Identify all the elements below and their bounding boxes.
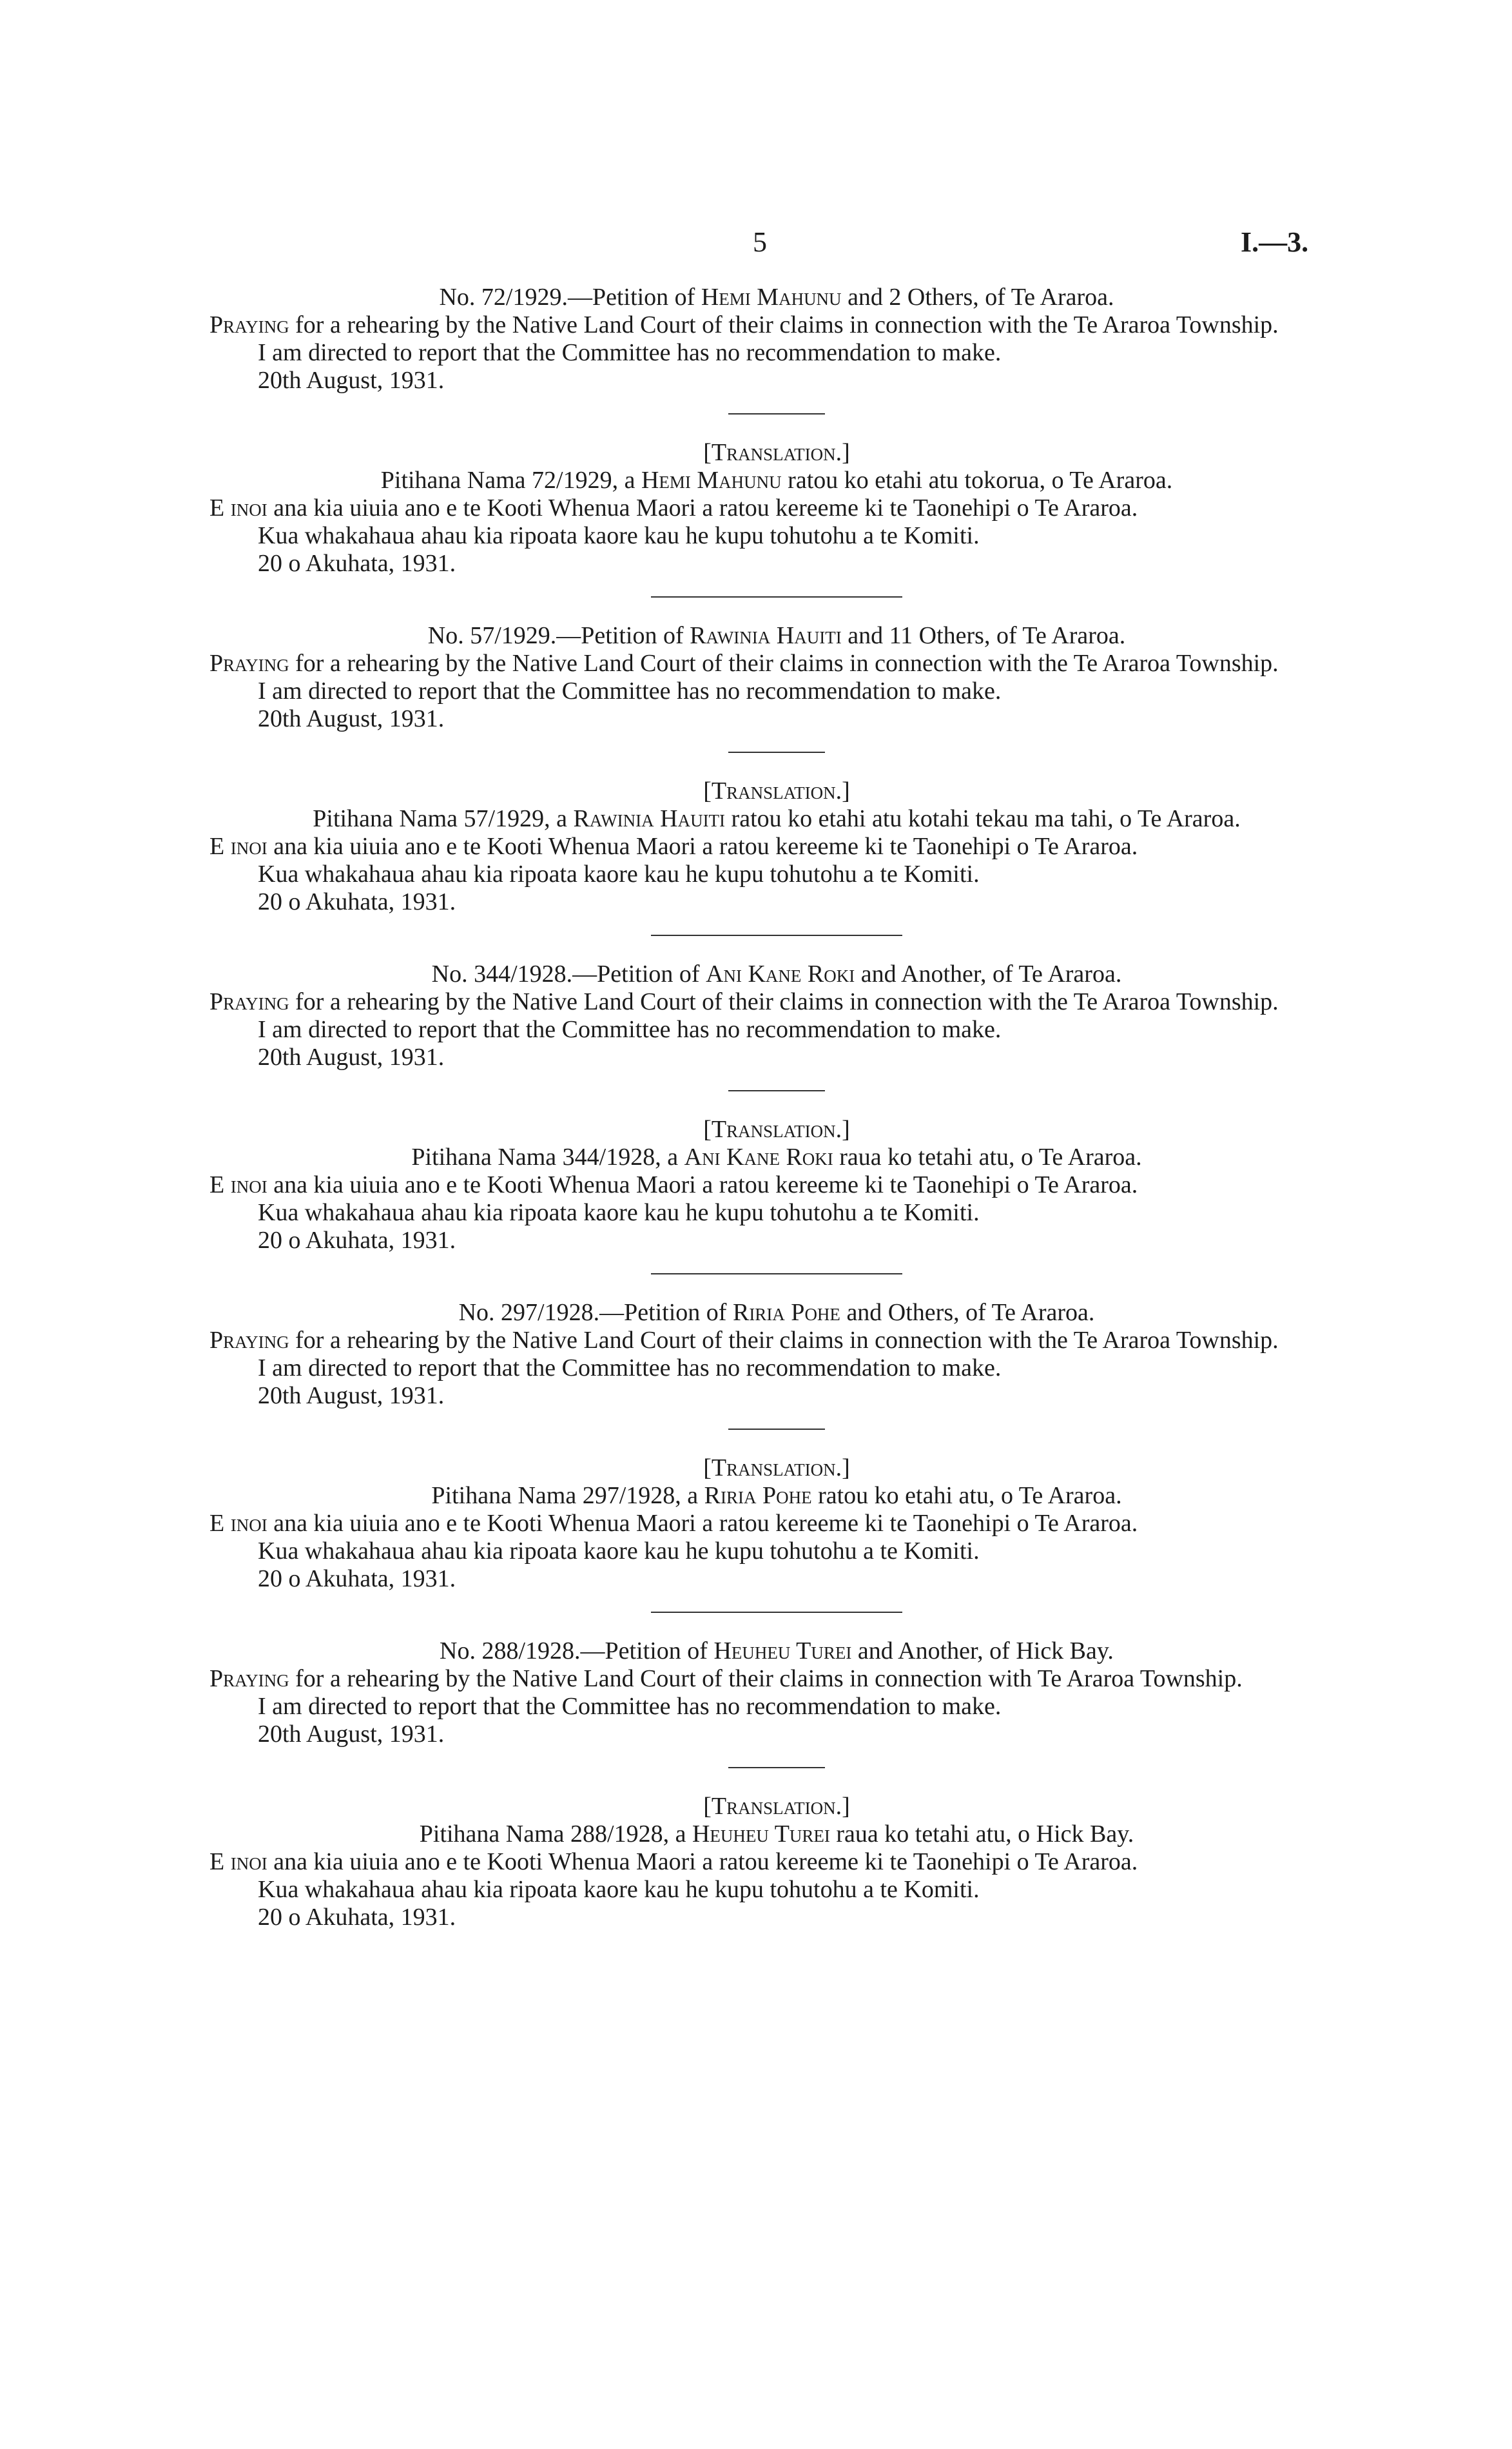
- report-date: 20th August, 1931.: [258, 367, 445, 394]
- translation-label: [Translation.]: [703, 1116, 850, 1143]
- report-date: 20th August, 1931.: [258, 1044, 445, 1071]
- petitioner-name: Heuheu Turei: [713, 1637, 852, 1664]
- e-inoi-paragraph: E inoi ana kia uiuia ano e te Kooti Whenua Maori a ratou kereeme ki te Taonehipi o Te Araroa.: [209, 494, 1138, 522]
- report-date: 20th August, 1931.: [258, 1382, 445, 1409]
- praying-paragraph: Praying for a rehearing by the Native Land Court of their claims in connection with the Te Araroa Township.: [209, 650, 1279, 677]
- report-line: I am directed to report that the Committee has no recommendation to make.: [258, 339, 1002, 366]
- petitioner-name: Riria Pohe: [732, 1299, 840, 1326]
- translation-petitioner-name: Riria Pohe: [704, 1482, 812, 1509]
- translation-title: Pitihana Nama 297/1928, a Riria Pohe ratou ko etahi atu, o Te Araroa.: [431, 1482, 1122, 1509]
- praying-paragraph: Praying for a rehearing by the Native Land Court of their claims in connection with the Te Araroa Township.: [209, 311, 1279, 338]
- petition-number: No. 344/1928.: [431, 961, 573, 988]
- translation-petitioner-name: Hemi Mahunu: [641, 467, 782, 494]
- translation-petitioner-name: Ani Kane Roki: [684, 1144, 833, 1171]
- praying-paragraph: Praying for a rehearing by the Native Land Court of their claims in connection with the Te Araroa Township.: [209, 988, 1279, 1015]
- translation-date: 20 o Akuhata, 1931.: [258, 1227, 456, 1254]
- translation-date: 20 o Akuhata, 1931.: [258, 550, 456, 577]
- petition-title: No. 72/1929.—Petition of Hemi Mahunu and 2 Others, of Te Araroa.: [439, 284, 1114, 311]
- petition-entry: [209, 1299, 1344, 1613]
- petition-title: No. 57/1929.—Petition of Rawinia Hauiti and 11 Others, of Te Araroa.: [427, 622, 1126, 649]
- divider-long: [651, 935, 902, 936]
- petition-entry: [209, 1637, 1344, 1931]
- kua-line: Kua whakahaua ahau kia ripoata kaore kau he kupu tohutohu a te Komiti.: [258, 861, 980, 888]
- divider-short: [728, 413, 825, 415]
- petitioner-name: Hemi Mahunu: [701, 284, 842, 311]
- report-line: I am directed to report that the Committee has no recommendation to make.: [258, 1016, 1002, 1043]
- petition-number: No. 297/1928.: [458, 1299, 600, 1326]
- report-line: I am directed to report that the Committee has no recommendation to make.: [258, 678, 1002, 705]
- divider-short: [728, 1090, 825, 1091]
- report-date: 20th August, 1931.: [258, 705, 445, 732]
- praying-paragraph: Praying for a rehearing by the Native Land Court of their claims in connection with the Te Araroa Township.: [209, 1327, 1279, 1354]
- petition-number: No. 288/1928.: [440, 1637, 581, 1664]
- translation-label: [Translation.]: [703, 1454, 850, 1481]
- divider-long: [651, 1273, 902, 1274]
- page-header: [0, 226, 1512, 264]
- translation-date: 20 o Akuhata, 1931.: [258, 1904, 456, 1931]
- report-line: I am directed to report that the Committee has no recommendation to make.: [258, 1354, 1002, 1381]
- divider-long: [651, 596, 902, 598]
- petitioner-name: Ani Kane Roki: [706, 961, 855, 988]
- kua-line: Kua whakahaua ahau kia ripoata kaore kau he kupu tohutohu a te Komiti.: [258, 1199, 980, 1226]
- petitioner-name: Rawinia Hauiti: [690, 622, 842, 649]
- petition-title: No. 297/1928.—Petition of Riria Pohe and Others, of Te Araroa.: [458, 1299, 1095, 1326]
- translation-petitioner-name: Rawinia Hauiti: [573, 805, 726, 832]
- page-number: 5: [753, 226, 767, 258]
- kua-line: Kua whakahaua ahau kia ripoata kaore kau he kupu tohutohu a te Komiti.: [258, 1876, 980, 1903]
- petition-entry: [209, 284, 1344, 598]
- praying-paragraph: Praying for a rehearing by the Native Land Court of their claims in connection with Te Araroa Township.: [209, 1665, 1243, 1692]
- document-reference: I.—3.: [1241, 226, 1309, 258]
- divider-short: [728, 1767, 825, 1768]
- petition-number: No. 72/1929.: [439, 284, 568, 311]
- translation-title: Pitihana Nama 72/1929, a Hemi Mahunu ratou ko etahi atu tokorua, o Te Araroa.: [380, 467, 1173, 494]
- divider-short: [728, 752, 825, 753]
- kua-line: Kua whakahaua ahau kia ripoata kaore kau he kupu tohutohu a te Komiti.: [258, 522, 980, 549]
- translation-title: Pitihana Nama 288/1928, a Heuheu Turei raua ko tetahi atu, o Hick Bay.: [419, 1820, 1134, 1848]
- petition-entry: [209, 622, 1344, 936]
- e-inoi-paragraph: E inoi ana kia uiuia ano e te Kooti Whenua Maori a ratou kereeme ki te Taonehipi o Te Araroa.: [209, 1510, 1138, 1537]
- translation-label: [Translation.]: [703, 1793, 850, 1820]
- kua-line: Kua whakahaua ahau kia ripoata kaore kau he kupu tohutohu a te Komiti.: [258, 1537, 980, 1565]
- e-inoi-paragraph: E inoi ana kia uiuia ano e te Kooti Whenua Maori a ratou kereeme ki te Taonehipi o Te Araroa.: [209, 833, 1138, 860]
- e-inoi-paragraph: E inoi ana kia uiuia ano e te Kooti Whenua Maori a ratou kereeme ki te Taonehipi o Te Araroa.: [209, 1848, 1138, 1875]
- translation-title: Pitihana Nama 344/1928, a Ani Kane Roki raua ko tetahi atu, o Te Araroa.: [411, 1144, 1142, 1171]
- petition-title: No. 344/1928.—Petition of Ani Kane Roki and Another, of Te Araroa.: [431, 961, 1122, 988]
- translation-label: [Translation.]: [703, 439, 850, 466]
- report-line: I am directed to report that the Committee has no recommendation to make.: [258, 1693, 1002, 1720]
- translation-title: Pitihana Nama 57/1929, a Rawinia Hauiti ratou ko etahi atu kotahi tekau ma tahi, o Te Araroa.: [313, 805, 1241, 832]
- e-inoi-paragraph: E inoi ana kia uiuia ano e te Kooti Whenua Maori a ratou kereeme ki te Taonehipi o Te Araroa.: [209, 1171, 1138, 1198]
- document-body: [209, 284, 1344, 1931]
- petition-title: No. 288/1928.—Petition of Heuheu Turei and Another, of Hick Bay.: [440, 1637, 1114, 1664]
- translation-petitioner-name: Heuheu Turei: [692, 1820, 830, 1848]
- report-date: 20th August, 1931.: [258, 1721, 445, 1748]
- petition-entry: [209, 961, 1344, 1274]
- divider-long: [651, 1612, 902, 1613]
- translation-label: [Translation.]: [703, 777, 850, 805]
- divider-short: [728, 1429, 825, 1430]
- translation-date: 20 o Akuhata, 1931.: [258, 888, 456, 915]
- translation-date: 20 o Akuhata, 1931.: [258, 1565, 456, 1592]
- petition-number: No. 57/1929.: [427, 622, 557, 649]
